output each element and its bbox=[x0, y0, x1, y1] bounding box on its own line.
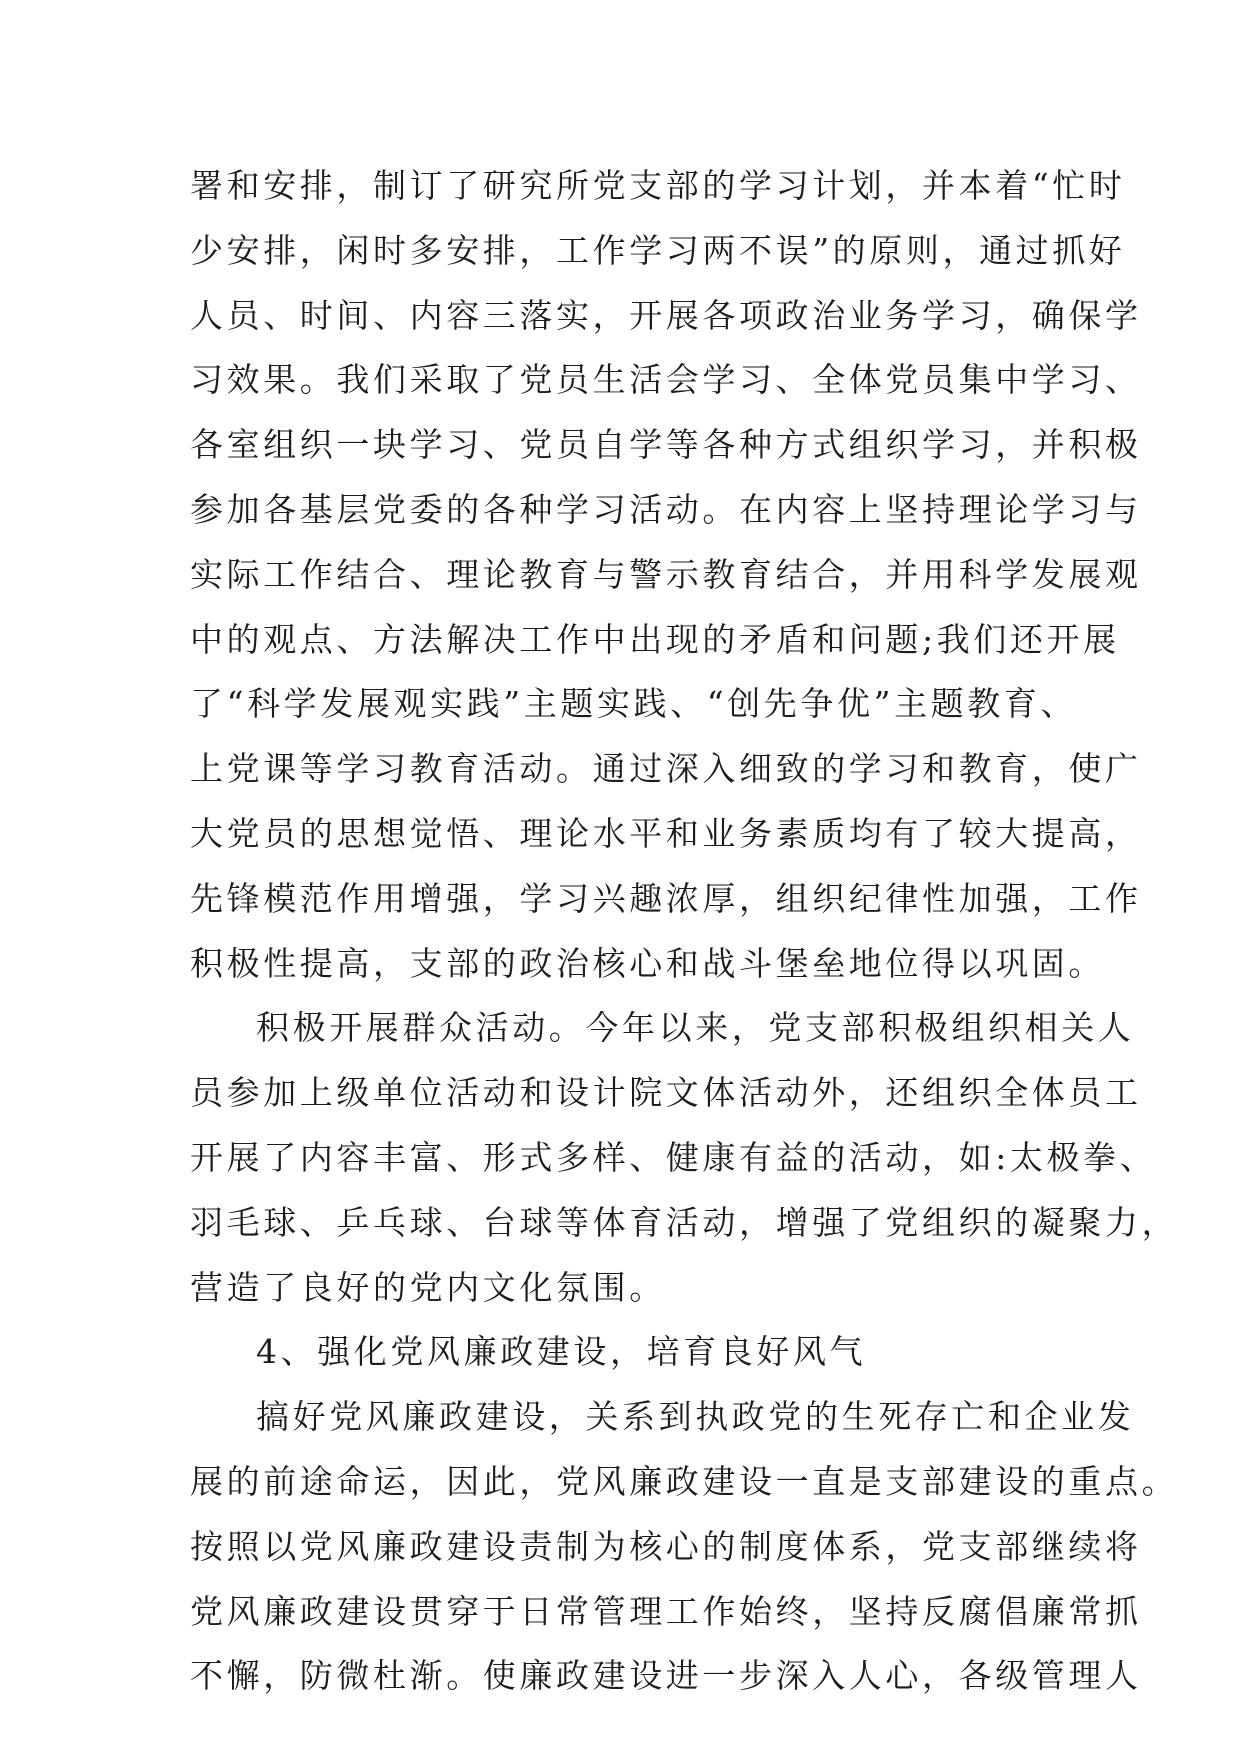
text-line: 大党员的思想觉悟、理论水平和业务素质均有了较大提高， bbox=[190, 813, 1142, 853]
text-line: 实际工作结合、理论教育与警示教育结合，并用科学发展观 bbox=[190, 554, 1142, 594]
text-line: 各室组织一块学习、党员自学等各种方式组织学习，并积极 bbox=[190, 425, 1142, 465]
text-line: 开展了内容丰富、形式多样、健康有益的活动，如:太极拳、 bbox=[190, 1137, 1157, 1177]
text-line: 上党课等学习教育活动。通过深入细致的学习和教育，使广 bbox=[190, 749, 1142, 789]
text-line: 按照以党风廉政建设责制为核心的制度体系，党支部继续将 bbox=[190, 1526, 1142, 1566]
text-line: 了“科学发展观实践”主题实践、“创先争优”主题教育、 bbox=[190, 684, 1078, 724]
text-line: 员参加上级单位活动和设计院文体活动外，还组织全体员工 bbox=[190, 1073, 1142, 1113]
text-line: 中的观点、方法解决工作中出现的矛盾和问题;我们还开展 bbox=[190, 619, 1120, 659]
text-line: 党风廉政建设贯穿于日常管理工作始终，坚持反腐倡廉常抓 bbox=[190, 1591, 1142, 1631]
text-line: 4、强化党风廉政建设，培育良好风气 bbox=[256, 1332, 867, 1372]
text-line: 积极性提高，支部的政治核心和战斗堡垒地位得以巩固。 bbox=[190, 943, 1105, 983]
text-line: 先锋模范作用增强，学习兴趣浓厚，组织纪律性加强，工作 bbox=[190, 878, 1142, 918]
text-line: 少安排，闲时多安排，工作学习两不误”的原则，通过抓好 bbox=[190, 230, 1126, 270]
text-line: 署和安排，制订了研究所党支部的学习计划，并本着“忙时 bbox=[190, 166, 1126, 205]
text-line: 参加各基层党委的各种学习活动。在内容上坚持理论学习与 bbox=[190, 489, 1142, 529]
text-line: 羽毛球、乒乓球、台球等体育活动，增强了党组织的凝聚力， bbox=[190, 1202, 1179, 1242]
text-line: 营造了良好的党内文化氛围。 bbox=[190, 1267, 666, 1307]
text-line: 习效果。我们采取了党员生活会学习、全体党员集中学习、 bbox=[190, 360, 1142, 400]
text-line: 人员、时间、内容三落实，开展各项政治业务学习，确保学 bbox=[190, 295, 1142, 335]
text-line: 展的前途命运，因此，党风廉政建设一直是支部建设的重点。 bbox=[190, 1461, 1179, 1501]
text-line: 不懈，防微杜渐。使廉政建设进一步深入人心，各级管理人 bbox=[190, 1656, 1142, 1696]
text-line: 积极开展群众活动。今年以来，党支部积极组织相关人 bbox=[256, 1008, 1135, 1048]
text-line: 搞好党风廉政建设，关系到执政党的生死存亡和企业发 bbox=[256, 1397, 1135, 1437]
document-body bbox=[190, 154, 1179, 1709]
